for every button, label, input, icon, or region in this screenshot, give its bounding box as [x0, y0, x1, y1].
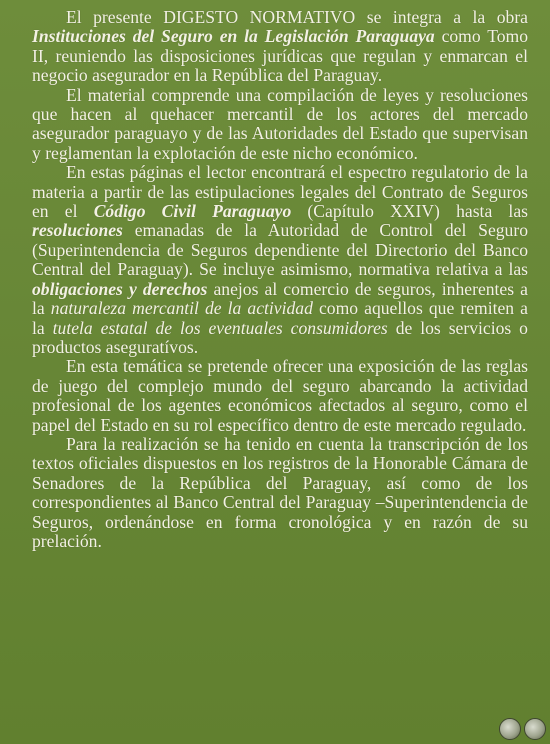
text-segment: de los servicios o productos aseguratívos. — [32, 317, 528, 357]
text-segment: El presente DIGESTO NORMATIVO se integra a la obra — [66, 7, 528, 27]
text-segment: Para la realización se ha tenido en cuenta la transcripción de los textos oficiales dispuestos en los registros de la Honorable Cámara de Senadores de la República del Paraguay, así como de los correspondientes al Banco Central del Paraguay –Superintendencia de Seguros, ordenándose en forma cronológica y en razón de su prelación. — [32, 433, 528, 551]
text-segment: En esta temática se pretende ofrecer una exposición de las reglas de juego del complejo mundo del seguro abarcando la actividad profesional de los agentes económicos afectados al seguro, como el papel del Estado en su rol específico dentro de este mercado regulado. — [32, 356, 528, 435]
paragraph-contents — [32, 163, 528, 357]
text-segment: (Capítulo XXIV) hasta las — [291, 201, 528, 222]
civil-code-emphasis: Código Civil Paraguayo — [93, 201, 292, 222]
text-segment: En estas páginas el lector encontrará el espectro regulatorio de la materia a partir de las estipulaciones legales del Contrato de Seguros en el — [32, 162, 528, 222]
tutela-emphasis: tutela estatal de los eventuales consumidores — [52, 317, 388, 338]
text-segment: como aquellos que remiten a la — [32, 298, 528, 338]
naturaleza-emphasis: naturaleza mercantil de la actividad — [50, 298, 313, 319]
text-segment: El material comprende una compilación de leyes y resoluciones que hacen al quehacer mercantil de los actores del mercado asegurador paraguayo y de las Autoridades del Estado que supervisan y reglamentan la explotación de este nicho económico. — [32, 84, 528, 163]
text-segment: como Tomo II, reuniendo las disposiciones jurídicas que regulan y enmarcan el negocio asegurador en la República del Paraguay. — [32, 26, 528, 86]
paragraph-sources — [32, 435, 528, 551]
document-page — [32, 8, 528, 551]
seal-icon — [524, 718, 546, 740]
paragraph-intro — [32, 8, 528, 86]
paragraph-material — [32, 86, 528, 164]
logo-area — [499, 718, 546, 740]
obligaciones-emphasis: obligaciones y derechos — [32, 278, 208, 299]
text-segment: anejos al comercio de seguros, inherentes a la — [32, 278, 528, 319]
seal-icon — [499, 718, 521, 740]
text-segment: emanadas de la Autoridad de Control del Seguro (Superintendencia de Seguros dependiente del Directorio del Banco Central del Paraguay). Se incluye asimismo, normativa relativa a las — [32, 220, 528, 280]
paragraph-thematic — [32, 357, 528, 435]
resoluciones-emphasis: resoluciones — [32, 220, 123, 241]
book-title-emphasis: Instituciones del Seguro en la Legislación Paraguaya — [32, 26, 435, 47]
